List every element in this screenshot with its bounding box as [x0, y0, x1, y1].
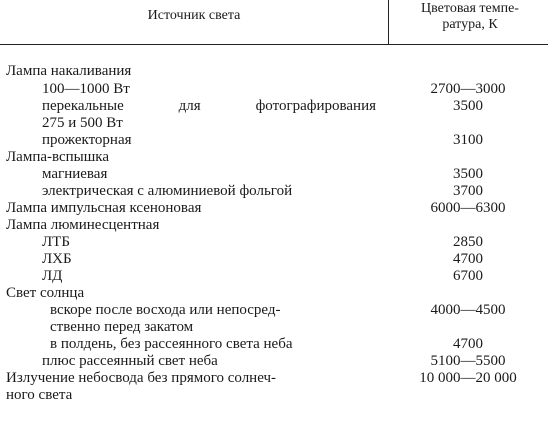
table-row	[0, 183, 548, 200]
row-source: 275 и 500 Вт	[42, 115, 123, 131]
table-row	[0, 115, 548, 132]
table-row	[0, 251, 548, 268]
table-row	[0, 336, 548, 353]
row-value: 2700—3000	[430, 81, 506, 97]
table-row	[0, 268, 548, 285]
row-value: 6700	[453, 268, 483, 284]
header-temperature-line2: ратура, К	[442, 17, 498, 32]
table-row	[0, 285, 548, 302]
table-row	[0, 166, 548, 183]
row-source: Лампа люминесцентная	[6, 217, 160, 233]
row-source: прожекторная	[42, 132, 132, 148]
row-value: 3100	[453, 132, 483, 148]
row-value: 5100—5500	[430, 353, 506, 369]
table-row	[0, 200, 548, 217]
row-value: 4000—4500	[430, 302, 506, 318]
table-row	[0, 98, 548, 115]
row-source: Излучение небосвода без прямого солнеч-	[6, 370, 277, 386]
row-source: Лампа накаливания	[6, 63, 132, 79]
table-row	[0, 149, 548, 166]
table-body	[0, 64, 548, 404]
table-row	[0, 387, 548, 404]
row-source: вскоре после восхода или непосред-	[50, 302, 281, 318]
row-source: Лампа-вспышка	[6, 149, 110, 165]
table-row	[0, 132, 548, 149]
row-source: ственно перед закатом	[50, 319, 194, 335]
row-source: перекальные для фотографирования	[42, 98, 376, 114]
row-source: Свет солнца	[6, 285, 85, 301]
row-value: 10 000—20 000	[419, 370, 517, 386]
row-source: электрическая с алюминиевой фольгой	[42, 183, 293, 199]
table-row	[0, 370, 548, 387]
header-temperature	[392, 1, 548, 33]
table-row	[0, 234, 548, 251]
row-source: 100—1000 Вт	[42, 81, 130, 97]
table-row	[0, 319, 548, 336]
row-value: 3500	[453, 98, 483, 114]
row-source: плюс рассеянный свет неба	[42, 353, 218, 369]
row-source: ЛТБ	[42, 234, 70, 250]
row-value: 6000—6300	[430, 200, 506, 216]
header-divider	[388, 0, 389, 44]
row-source: магниевая	[42, 166, 108, 182]
table-row	[0, 64, 548, 81]
row-source: Лампа импульсная ксеноновая	[6, 200, 202, 216]
row-value: 3700	[453, 183, 483, 199]
table-header	[0, 0, 548, 44]
row-source: в полдень, без рассеянного света неба	[50, 336, 293, 352]
header-temperature-line1: Цветовая темпе-	[421, 1, 519, 16]
row-value: 4700	[453, 336, 483, 352]
header-rule	[0, 44, 548, 45]
row-source: ЛХБ	[42, 251, 72, 267]
row-value: 4700	[453, 251, 483, 267]
table-row	[0, 81, 548, 98]
header-source: Источник света	[147, 8, 241, 23]
table-row	[0, 353, 548, 370]
row-value: 3500	[453, 166, 483, 182]
row-value: 2850	[453, 234, 483, 250]
table-row	[0, 302, 548, 319]
table-row	[0, 217, 548, 234]
row-source: ного света	[6, 387, 73, 403]
row-source: ЛД	[42, 268, 63, 284]
